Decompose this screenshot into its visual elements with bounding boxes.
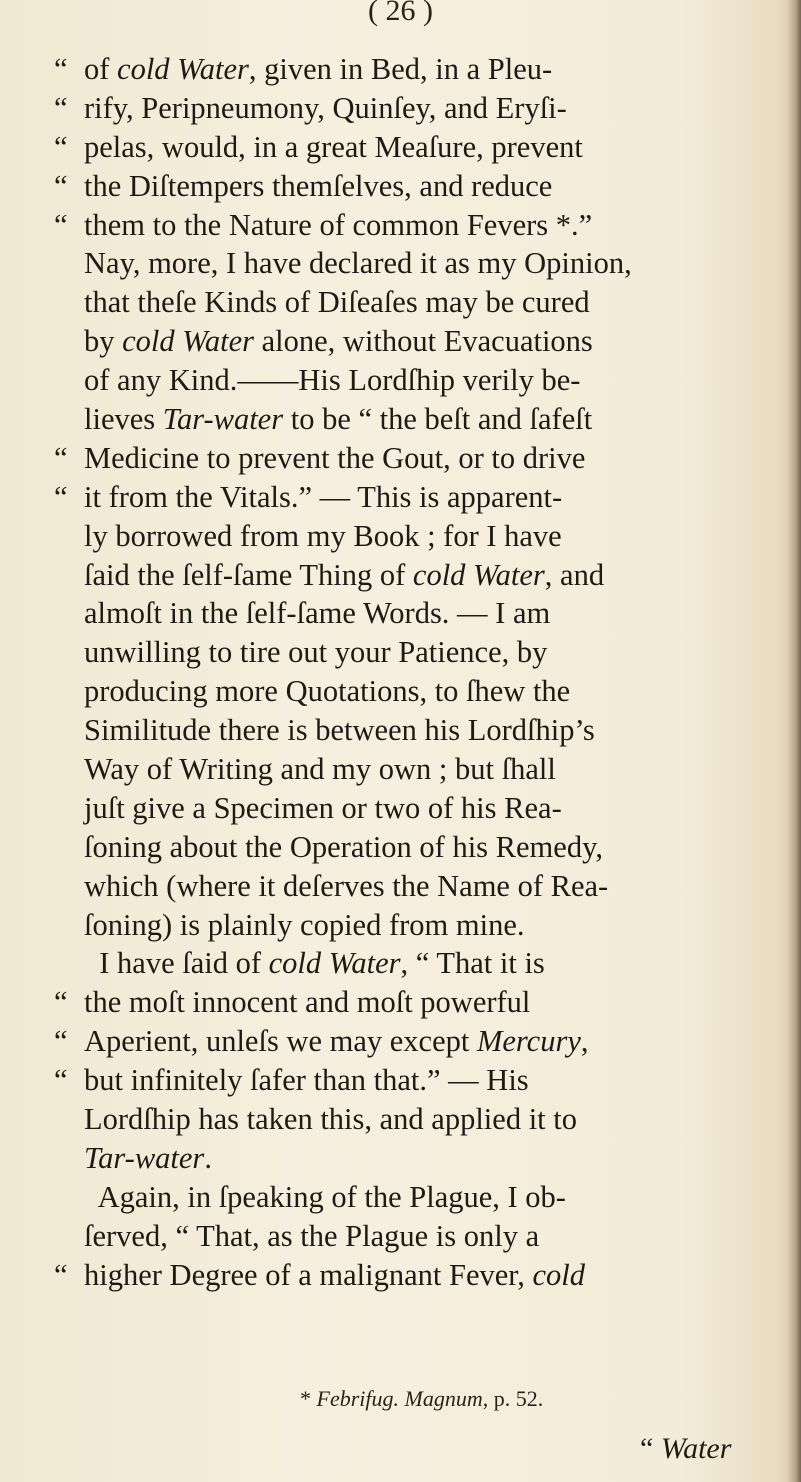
text-line	[54, 50, 774, 89]
line-text-italic: cold Water	[268, 946, 401, 981]
line-text-roman: unwilling to tire out your Patience, by	[84, 635, 548, 670]
line-text	[84, 1256, 585, 1295]
line-text-roman: the moſt innocent and moſt powerful	[84, 985, 531, 1020]
text-line	[54, 400, 774, 439]
text-line	[54, 594, 774, 633]
footnote-mark: *	[300, 1386, 311, 1411]
line-text-italic: cold Water	[412, 557, 545, 592]
margin-quote-mark: “	[54, 1063, 68, 1098]
line-text	[84, 206, 592, 245]
line-text-roman: alone, without Evacuations	[254, 324, 593, 359]
line-text-roman: which (where it deſerves the Name of Rea-	[84, 868, 609, 903]
line-text	[84, 672, 570, 711]
margin-quote-mark: “	[54, 1024, 68, 1059]
text-line	[54, 439, 774, 478]
line-text	[84, 167, 552, 206]
text-line	[54, 206, 774, 245]
text-line	[54, 1100, 774, 1139]
line-text-roman: Nay, more, I have declared it as my Opinion,	[84, 246, 632, 281]
line-text	[84, 89, 567, 128]
text-line	[54, 1061, 774, 1100]
text-line	[54, 944, 774, 983]
text-line	[54, 1139, 774, 1178]
line-text-roman: Lordſhip has taken this, and applied it to	[84, 1102, 577, 1137]
text-line	[54, 128, 774, 167]
line-text-roman: Aperient, unleſs we may except	[84, 1024, 477, 1059]
line-text-roman: ,	[580, 1024, 589, 1059]
catchword	[640, 1432, 731, 1466]
line-text-roman: of	[84, 52, 118, 86]
line-text-roman: I have ſaid of	[84, 946, 269, 981]
text-line	[54, 1256, 774, 1295]
line-text	[84, 283, 590, 322]
line-text	[84, 361, 580, 400]
line-text-roman: ly borrowed from my Book ; for I have	[84, 518, 562, 553]
margin-quote-mark: “	[54, 168, 68, 203]
text-line	[54, 672, 774, 711]
text-line	[54, 361, 774, 400]
text-line	[54, 906, 774, 945]
text-line	[54, 283, 774, 322]
line-text	[84, 1061, 529, 1100]
line-text-roman: that theſe Kinds of Diſeaſes may be cured	[84, 285, 590, 320]
line-text	[84, 400, 592, 439]
line-text	[84, 750, 556, 789]
line-text-italic: Tar-water	[84, 1140, 205, 1175]
line-text	[84, 906, 524, 945]
line-text-roman: , given in Bed, in a Pleu-	[248, 52, 553, 86]
line-text	[84, 1022, 589, 1061]
page-edge-shadow	[787, 0, 801, 1482]
line-text-roman: ſerved, “ That, as the Plague is only a	[84, 1218, 540, 1253]
line-text	[84, 517, 562, 556]
line-text	[84, 983, 530, 1022]
margin-quote-mark: “	[54, 90, 68, 125]
line-text-roman: rify, Peripneumony, Quinſey, and Eryſi-	[84, 90, 567, 125]
text-line	[54, 1217, 774, 1256]
line-text	[84, 789, 562, 828]
text-line	[54, 556, 774, 595]
line-text	[84, 594, 550, 633]
text-line	[54, 167, 774, 206]
line-text	[84, 711, 595, 750]
line-text	[84, 244, 632, 283]
text-line	[54, 322, 774, 361]
line-text-roman: of any Kind.——His Lordſhip verily be-	[84, 363, 581, 398]
footnote-title: Febrifug. Magnum	[316, 1386, 483, 1411]
margin-quote-mark: “	[54, 985, 68, 1020]
line-text	[84, 556, 604, 595]
line-text-italic: Mercury	[476, 1024, 581, 1059]
margin-quote-mark: “	[54, 52, 68, 86]
line-text	[84, 867, 608, 906]
text-line	[54, 1178, 774, 1217]
text-line	[54, 1022, 774, 1061]
line-text	[84, 128, 583, 167]
line-text	[84, 1100, 577, 1139]
line-text-roman: by	[84, 324, 123, 359]
line-text	[84, 1217, 539, 1256]
text-line	[54, 867, 774, 906]
line-text-italic: cold Water	[117, 52, 249, 86]
body-text	[54, 50, 774, 1295]
line-text-roman: lieves	[84, 402, 163, 437]
line-text-roman: Way of Writing and my own ; but ſhall	[84, 752, 556, 787]
catchword-quote: “	[640, 1432, 654, 1465]
line-text	[84, 478, 562, 517]
text-line	[54, 517, 774, 556]
margin-quote-mark: “	[54, 479, 68, 514]
line-text-roman: almoſt in the ſelf-ſame Words. — I am	[84, 596, 551, 631]
text-line	[54, 711, 774, 750]
text-line	[54, 89, 774, 128]
line-text-roman: higher Degree of a malignant Fever,	[84, 1257, 533, 1292]
line-text	[84, 1178, 566, 1217]
margin-quote-mark: “	[54, 440, 68, 475]
footnote	[300, 1386, 543, 1412]
page-number: ( 26 )	[368, 0, 433, 27]
line-text	[84, 828, 603, 867]
line-text-roman: Similitude there is between his Lordſhip’s	[84, 713, 595, 748]
line-text-roman: pelas, would, in a great Meaſure, prevent	[84, 129, 583, 164]
line-text	[84, 633, 547, 672]
text-line	[54, 633, 774, 672]
line-text-italic: Tar-water	[162, 402, 284, 437]
margin-quote-mark: “	[54, 129, 68, 164]
line-text	[84, 50, 552, 89]
text-line	[54, 750, 774, 789]
line-text-roman: , and	[544, 557, 605, 592]
text-line	[54, 828, 774, 867]
footnote-page-ref: , p. 52.	[482, 1386, 544, 1411]
line-text-roman: ſoning about the Operation of his Remedy,	[84, 829, 603, 864]
line-text-roman: ſoning) is plainly copied from mine.	[84, 907, 525, 942]
text-line	[54, 244, 774, 283]
line-text-roman: it from the Vitals.” — This is apparent-	[84, 479, 563, 514]
text-line	[54, 478, 774, 517]
line-text-roman: to be “ the beſt and ſafeſt	[283, 402, 593, 437]
catchword-word: Water	[660, 1432, 732, 1465]
line-text	[84, 322, 593, 361]
line-text	[84, 1139, 212, 1178]
line-text-roman: , “ That it is	[400, 946, 545, 981]
line-text-roman: but infinitely ſafer than that.” — His	[84, 1063, 529, 1098]
line-text-roman: juſt give a Specimen or two of his Rea-	[84, 790, 562, 825]
line-text-roman: Medicine to prevent the Gout, or to drive	[84, 440, 586, 475]
line-text-roman: Again, in ſpeaking of the Plague, I ob-	[84, 1179, 566, 1214]
line-text-roman: the Diſtempers themſelves, and reduce	[84, 168, 553, 203]
line-text	[84, 944, 545, 983]
line-text-italic: cold	[532, 1257, 585, 1292]
margin-quote-mark: “	[54, 1257, 68, 1292]
margin-quote-mark: “	[54, 207, 68, 242]
line-text-roman: them to the Nature of common Fevers *.”	[84, 207, 593, 242]
text-line	[54, 789, 774, 828]
line-text-roman: .	[204, 1140, 212, 1175]
line-text-roman: ſaid the ſelf-ſame Thing of	[84, 557, 413, 592]
line-text-italic: cold Water	[122, 324, 254, 359]
line-text	[84, 439, 585, 478]
line-text-roman: producing more Quotations, to ſhew the	[84, 674, 571, 709]
text-line	[54, 983, 774, 1022]
